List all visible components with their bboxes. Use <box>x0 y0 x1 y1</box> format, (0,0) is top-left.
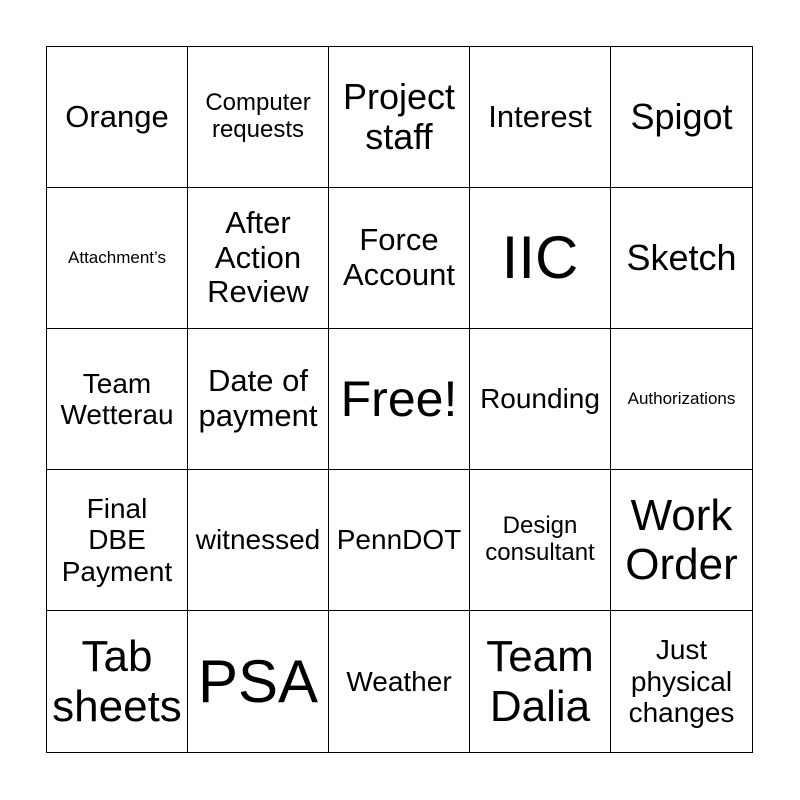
cell-text: Weather <box>346 665 452 697</box>
bingo-cell[interactable] <box>470 470 611 611</box>
bingo-cell[interactable] <box>611 611 752 752</box>
bingo-cell[interactable] <box>329 611 470 752</box>
free-space-text: Free! <box>340 371 458 427</box>
bingo-cell[interactable] <box>470 47 611 188</box>
cell-text: PennDOT <box>336 524 462 556</box>
cell-text: Tab sheets <box>52 632 182 731</box>
bingo-cell[interactable] <box>329 470 470 611</box>
cell-text: Date of payment <box>198 363 318 433</box>
cell-text: Computer requests <box>205 89 311 143</box>
cell-text: Rounding <box>480 383 600 415</box>
free-space-cell[interactable] <box>329 329 470 470</box>
bingo-cell[interactable] <box>188 188 329 329</box>
cell-text: Authorizations <box>627 389 736 409</box>
bingo-cell[interactable] <box>188 611 329 752</box>
bingo-cell[interactable] <box>329 47 470 188</box>
bingo-cell[interactable] <box>47 329 188 470</box>
cell-text: Spigot <box>630 95 733 137</box>
cell-text: After Action Review <box>207 204 309 310</box>
cell-text: Project staff <box>342 75 456 157</box>
cell-text: Interest <box>488 98 592 134</box>
cell-text: Team Wetterau <box>60 367 174 430</box>
cell-text: Final DBE Payment <box>61 492 173 587</box>
bingo-cell[interactable] <box>47 611 188 752</box>
bingo-cell[interactable] <box>611 329 752 470</box>
bingo-cell[interactable] <box>470 329 611 470</box>
bingo-cell[interactable] <box>329 188 470 329</box>
bingo-board <box>46 46 753 753</box>
bingo-cell[interactable] <box>470 188 611 329</box>
bingo-cell[interactable] <box>47 470 188 611</box>
bingo-cell[interactable] <box>611 188 752 329</box>
cell-text: PSA <box>197 647 319 715</box>
cell-text: witnessed <box>195 524 321 556</box>
cell-text: Design consultant <box>485 512 595 566</box>
bingo-cell[interactable] <box>47 47 188 188</box>
cell-text: Force Account <box>342 222 455 292</box>
cell-text: Just physical changes <box>628 634 735 729</box>
bingo-cell[interactable] <box>611 470 752 611</box>
cell-text: Sketch <box>626 236 737 278</box>
bingo-cell[interactable] <box>188 329 329 470</box>
bingo-cell[interactable] <box>188 470 329 611</box>
bingo-cell[interactable] <box>47 188 188 329</box>
cell-text: Team Dalia <box>486 632 594 731</box>
bingo-cell[interactable] <box>611 47 752 188</box>
cell-text: IIC <box>501 224 579 292</box>
cell-text: Work Order <box>625 490 738 589</box>
cell-text: Orange <box>65 98 169 134</box>
bingo-cell[interactable] <box>188 47 329 188</box>
bingo-cell[interactable] <box>470 611 611 752</box>
cell-text: Attachment’s <box>68 248 166 268</box>
